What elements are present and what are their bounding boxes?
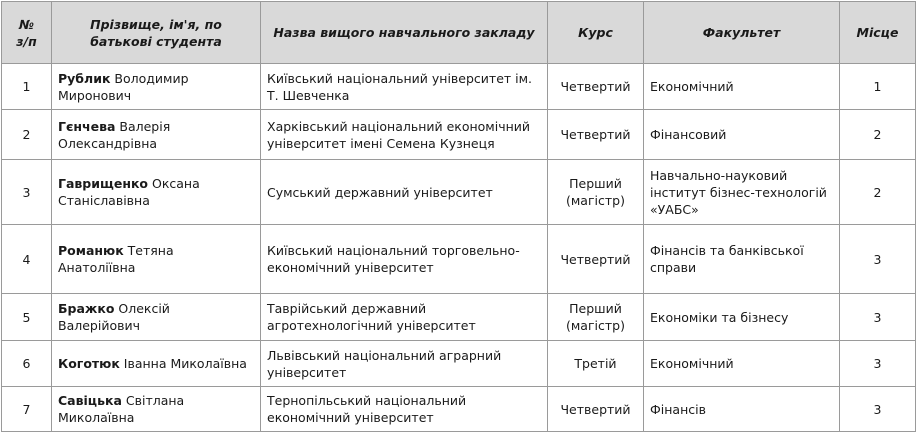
cell-faculty: Економічний: [644, 64, 840, 110]
table-row: [2, 387, 916, 432]
student-surname: Гаврищенко: [58, 176, 149, 191]
cell-course: Перший (магістр): [548, 294, 644, 341]
student-surname: Романюк: [58, 243, 124, 258]
cell-university: Київський національний університет ім. Т. Шевченка: [261, 64, 548, 110]
cell-name: [52, 294, 261, 341]
cell-name: [52, 387, 261, 432]
cell-place: 2: [840, 110, 916, 160]
header-place: Місце: [840, 2, 916, 64]
cell-university: Київський національний торговельно-економічний університет: [261, 225, 548, 294]
cell-num: 6: [2, 341, 52, 387]
cell-place: 3: [840, 294, 916, 341]
cell-name: [52, 160, 261, 225]
cell-university: Львівський національний аграрний університет: [261, 341, 548, 387]
cell-num: 4: [2, 225, 52, 294]
cell-place: 1: [840, 64, 916, 110]
student-surname: Савіцька: [58, 393, 122, 408]
cell-faculty: Фінансовий: [644, 110, 840, 160]
table-row: [2, 110, 916, 160]
cell-num: 5: [2, 294, 52, 341]
student-given-names: Валерія Олександрівна: [58, 118, 171, 151]
cell-faculty: Навчально-науковий інститут бізнес-технологій «УАБС»: [644, 160, 840, 225]
student-given-names: Олексій Валерійович: [58, 301, 170, 333]
cell-place: 3: [840, 225, 916, 294]
cell-name: [52, 64, 261, 110]
cell-num: 1: [2, 64, 52, 110]
cell-university: Таврійський державний агротехнологічний університет: [261, 294, 548, 341]
cell-course: Перший (магістр): [548, 160, 644, 225]
header-course: Курс: [548, 2, 644, 64]
cell-university: Харківський національний економічний університет імені Семена Кузнеця: [261, 110, 548, 160]
header-faculty: Факультет: [644, 2, 840, 64]
table-row: [2, 225, 916, 294]
cell-university: Сумський державний університет: [261, 160, 548, 225]
cell-faculty: Фінансів: [644, 387, 840, 432]
cell-course: Четвертий: [548, 64, 644, 110]
cell-course: Третій: [548, 341, 644, 387]
cell-place: 2: [840, 160, 916, 225]
student-surname: Бражко: [58, 301, 115, 316]
student-surname: Гєнчева: [58, 118, 116, 134]
cell-faculty: Фінансів та банківської справи: [644, 225, 840, 294]
cell-course: Четвертий: [548, 110, 644, 160]
table-row: [2, 294, 916, 341]
cell-university: Тернопільський національний економічний університет: [261, 387, 548, 432]
header-university: Назва вищого навчального закладу: [261, 2, 548, 64]
table-row: [2, 160, 916, 225]
cell-faculty: Економічний: [644, 341, 840, 387]
cell-faculty: Економіки та бізнесу: [644, 294, 840, 341]
table-row: [2, 64, 916, 110]
results-table: [1, 1, 916, 432]
cell-num: 7: [2, 387, 52, 432]
cell-place: 3: [840, 341, 916, 387]
student-given-names: Тетяна Анатоліївна: [58, 243, 174, 275]
cell-course: Четвертий: [548, 225, 644, 294]
cell-num: 3: [2, 160, 52, 225]
cell-num: 2: [2, 110, 52, 160]
cell-place: 3: [840, 387, 916, 432]
student-surname: Рублик: [58, 70, 111, 86]
student-given-names: Іванна Миколаївна: [119, 356, 247, 371]
cell-name: [52, 225, 261, 294]
cell-course: Четвертий: [548, 387, 644, 432]
student-given-names: Світлана Миколаївна: [58, 393, 185, 425]
student-given-names: Володимир Миронович: [58, 70, 189, 103]
table-header-row: [2, 2, 916, 64]
student-surname: Коготюк: [58, 356, 120, 371]
header-num: № з/п: [2, 2, 52, 64]
table-row: [2, 341, 916, 387]
cell-name: [52, 110, 261, 160]
cell-name: [52, 341, 261, 387]
student-given-names: Оксана Станіславівна: [58, 176, 200, 208]
header-name: Прізвище, ім'я, по батькові студента: [52, 2, 261, 64]
